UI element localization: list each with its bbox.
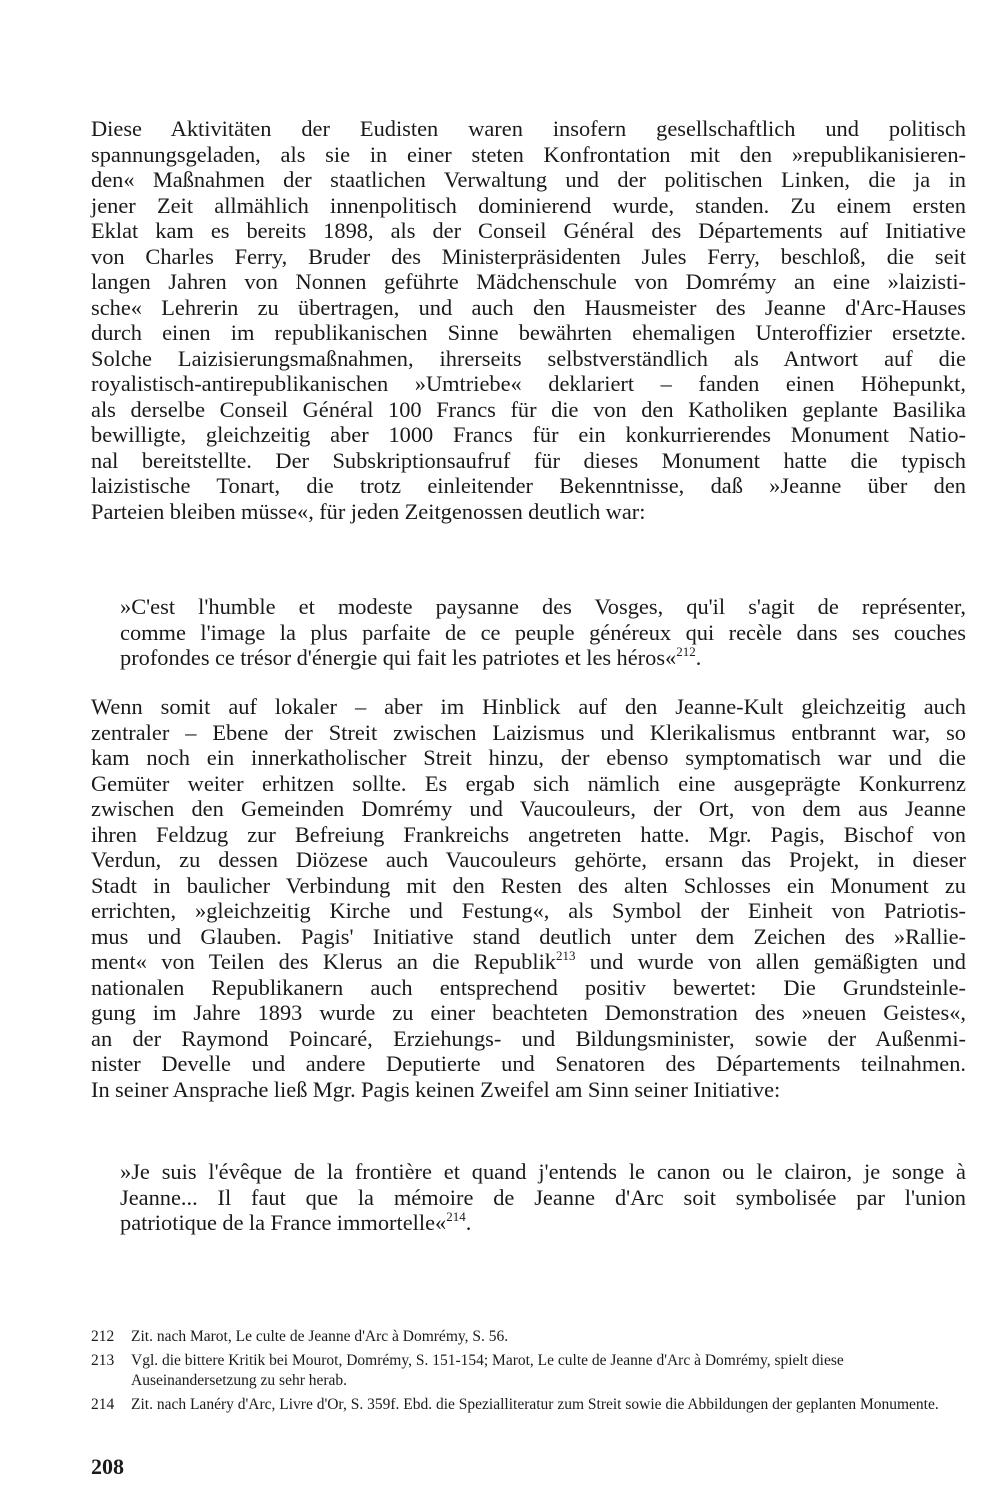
text-line: Wenn somit auf lokaler – aber im Hinblick auf den Jeanne-Kult gleichzeitig auch (91, 694, 966, 719)
quote-text: patriotique de la France immortelle« (120, 1210, 447, 1235)
text-line: royalistisch-antirepublikanischen »Umtriebe« deklariert – fanden einen Höhepunkt, (91, 371, 966, 396)
quote-line: Jeanne... Il faut que la mémoire de Jeanne d'Arc soit symbolisée par l'union (120, 1184, 966, 1210)
footnote-text: Vgl. die bittere Kritik bei Mourot, Domrémy, S. 151-154; Marot, Le culte de Jeanne d'Arc à Domrémy, spielt diese Auseinandersetzung zu sehr herab. (131, 1352, 844, 1389)
text-segment: ment« von Teilen des Klerus an die Republik (91, 949, 556, 974)
text-line: Solche Laizisierungsmaßnahmen, ihrerseits selbstverständlich als Antwort auf die (91, 345, 966, 371)
text-line: als derselbe Conseil Général 100 Francs für die von den Katholiken geplante Basilika (91, 396, 966, 422)
text-line: durch einen im republikanischen Sinne bewährten ehemaligen Unteroffizier ersetzte. (91, 320, 966, 345)
footnote-212 (91, 1327, 966, 1347)
quote-line-last (120, 645, 966, 671)
footnote-text: Zit. nach Lanéry d'Arc, Livre d'Or, S. 359f. Ebd. die Spezialliteratur zum Streit sowie die Abbildungen der geplanten Monumente. (131, 1396, 939, 1413)
footnote-214 (91, 1395, 966, 1415)
footnote-213 (91, 1351, 966, 1391)
text-line: von Charles Ferry, Bruder des Ministerpräsidenten Jules Ferry, beschloß, die seit (91, 243, 966, 269)
footnote-number: 213 (91, 1352, 115, 1369)
text-line-with-ref (91, 949, 966, 975)
footnotes (91, 1327, 966, 1419)
quote-text: profondes ce trésor d'énergie qui fait les patriotes et les héros« (120, 645, 677, 670)
text-segment: und wurde von allen gemäßigten und (575, 949, 966, 974)
text-line: kam noch ein innerkatholischer Streit hinzu, der ebenso symptomatisch war und die (91, 745, 966, 770)
text-line: Stadt in baulicher Verbindung mit den Resten des alten Schlosses ein Monument zu (91, 872, 966, 898)
quote-line: »Je suis l'évêque de la frontière et quand j'entends le canon ou le clairon, je songe à (120, 1159, 966, 1184)
text-line: Verdun, zu dessen Diözese auch Vaucouleurs gehörte, ersann das Projekt, in dieser (91, 847, 966, 872)
text-line: nal bereitstellte. Der Subskriptionsaufruf für dieses Monument hatte die typisch (91, 447, 966, 473)
footnote-ref-212[interactable]: 212 (676, 643, 696, 659)
text-line: langen Jahren von Nonnen geführte Mädchenschule von Domrémy an eine »laizisti- (91, 269, 966, 294)
body-paragraph-1 (91, 116, 966, 524)
text-line: spannungsgeladen, als sie in einer steten Konfrontation mit den »republikanisieren- (91, 141, 966, 167)
text-line: den« Maßnahmen der staatlichen Verwaltung und der politischen Linken, die ja in (91, 167, 966, 192)
text-line: jener Zeit allmählich innenpolitisch dominierend wurde, standen. Zu einem ersten (91, 192, 966, 218)
footnote-text: Zit. nach Marot, Le culte de Jeanne d'Arc à Domrémy, S. 56. (131, 1328, 509, 1345)
footnote-ref-214[interactable]: 214 (446, 1208, 466, 1224)
text-line: sche« Lehrerin zu übertragen, und auch den Hausmeister des Jeanne d'Arc-Hauses (91, 294, 966, 320)
text-line: bewilligte, gleichzeitig aber 1000 Francs für ein konkurrierendes Monument Natio- (91, 422, 966, 447)
page-number: 208 (91, 1454, 124, 1479)
text-line: nationalen Republikanern auch entsprechend positiv bewertet: Die Grundsteinle- (91, 974, 966, 1000)
quote-line-last (120, 1210, 966, 1236)
text-line: errichten, »gleichzeitig Kirche und Festung«, als Symbol der Einheit von Patriotis- (91, 898, 966, 923)
quote-line: »C'est l'humble et modeste paysanne des Vosges, qu'il s'agit de représenter, (120, 594, 966, 619)
text-line: zentraler – Ebene der Streit zwischen Laizismus und Klerikalismus entbrannt war, so (91, 719, 966, 745)
footnote-number: 212 (91, 1328, 115, 1345)
text-line: Diese Aktivitäten der Eudisten waren insofern gesellschaftlich und politisch (91, 116, 966, 141)
text-line: nister Develle und andere Deputierte und Senatoren des Départements teilnahmen. (91, 1051, 966, 1076)
quote-line: comme l'image la plus parfaite de ce peuple généreux qui recèle dans ses couches (120, 619, 966, 645)
text-line: In seiner Ansprache ließ Mgr. Pagis keinen Zweifel am Sinn seiner Initiative: (91, 1076, 781, 1102)
footnote-ref-213[interactable]: 213 (556, 947, 576, 963)
block-quote-1 (120, 594, 966, 671)
quote-end: . (695, 645, 702, 670)
footnote-number: 214 (91, 1396, 115, 1413)
text-line: an der Raymond Poincaré, Erziehungs- und Bildungsminister, sowie der Außenmi- (91, 1025, 966, 1051)
text-line: gung im Jahre 1893 wurde zu einer beachteten Demonstration des »neuen Geistes«, (91, 1000, 966, 1025)
text-line: Eklat kam es bereits 1898, als der Conseil Général des Départements auf Initiative (91, 218, 966, 243)
text-line: Gemüter weiter erhitzen sollte. Es ergab sich nämlich eine ausgeprägte Konkurrenz (91, 770, 966, 796)
block-quote-2 (120, 1159, 966, 1236)
text-line: mus und Glauben. Pagis' Initiative stand deutlich unter dem Zeichen des »Rallie- (91, 923, 966, 949)
text-line: Parteien bleiben müsse«, für jeden Zeitgenossen deutlich war: (91, 498, 646, 524)
text-line: laizistische Tonart, die trotz einleitender Bekenntnisse, daß »Jeanne über den (91, 473, 966, 498)
body-paragraph-2 (91, 694, 966, 1102)
quote-end: . (465, 1210, 472, 1235)
text-line: ihren Feldzug zur Befreiung Frankreichs angetreten hatte. Mgr. Pagis, Bischof von (91, 821, 966, 847)
text-line: zwischen den Gemeinden Domrémy und Vaucouleurs, der Ort, von dem aus Jeanne (91, 796, 966, 821)
